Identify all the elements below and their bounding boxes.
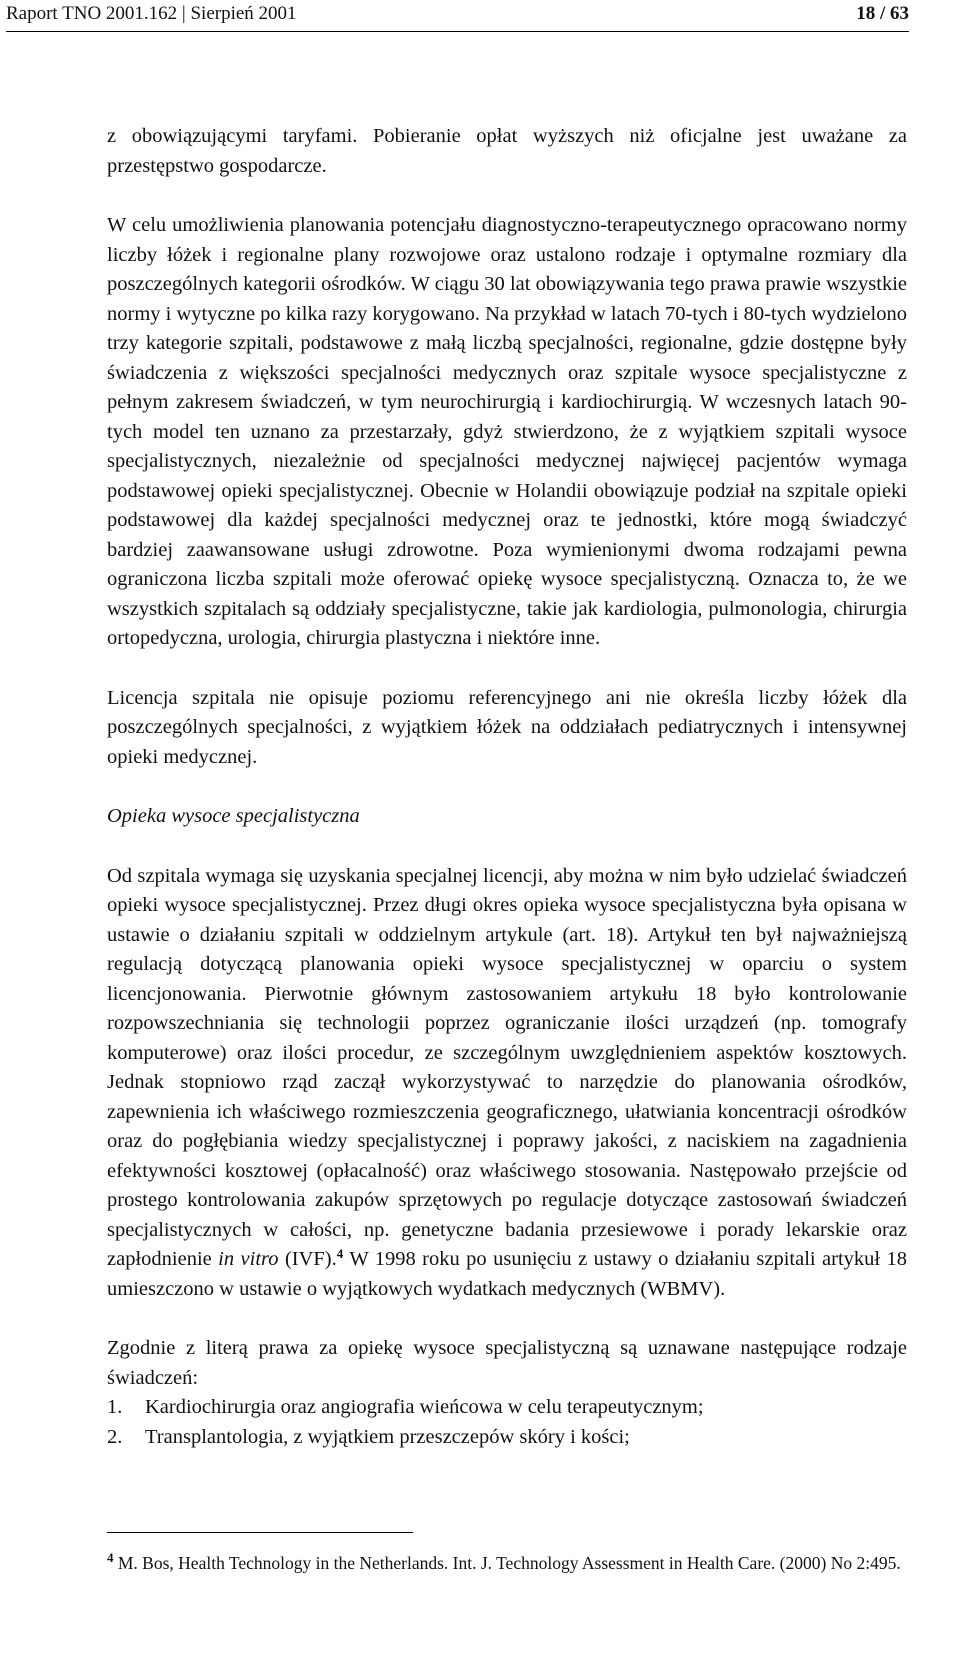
paragraph-5: Zgodnie z literą prawa za opiekę wysoce specjalistyczną są uznawane następujące rodzaje świadczeń: (107, 1337, 907, 1389)
list-text: Kardiochirurgia oraz angiografia wieńcowa w celu terapeutycznym; (145, 1396, 704, 1418)
section-subheading: Opieka wysoce specjalistyczna (107, 805, 360, 827)
list-number: 2. (107, 1425, 123, 1448)
header-divider (6, 31, 909, 32)
paragraph-4-text-a: Od szpitala wymaga się uzyskania specjalnej licencji, aby można w nim było udzielać świadczeń opieki wysoce specjalistycznej. Przez długi okres opieka wysoce specjalistyczna była opisana w ustawie o działaniu szpitali w oddzielnym artykule (art. 18). Artykuł ten był najważniejszą regulacją dotyczącą planowania opieki wysoce specjalistycznej w oparciu o system licencjonowania. Pierwotnie głównym zastosowaniem artykułu 18 było kontrolowanie rozpowszechniania się technologii poprzez ograniczanie ilości urządzeń (np. tomografy komputerowe) oraz ilości procedur, ze szczególnym uwzględnieniem aspektów kosztowych. Jednak stopniowo rząd zaczął wykorzystywać to narzędzie do planowania ośrodków, zapewnienia ich właściwego rozmieszczenia geograficznego, ułatwiania koncentracji ośrodków oraz do pogłębiania wiedzy specjalistycznej i poprawy jakości, z naciskiem na zagadnienia efektywności kosztowej (opłacalność) oraz właściwego stosowania. Następowało przejście od prostego kontrolowania zakupów sprzętowych po regulacje dotyczące zastosowań świadczeń specjalistycznych w całości, np. genetyczne badania przesiewowe i porady lekarskie oraz zapłodnienie (107, 864, 907, 1270)
report-info: Raport TNO 2001.162 | Sierpień 2001 (6, 3, 297, 24)
paragraph-4-text-c: W 1998 roku po usunięciu z ustawy o działaniu szpitali artykuł 18 umieszczono w ustawie o wyjątkowych wydatkach medycznych (WBMV). (107, 1248, 908, 1300)
footnote-reference[interactable]: 4 (336, 1246, 344, 1261)
footnote-divider (107, 1532, 413, 1533)
paragraph-4 (107, 862, 907, 1305)
paragraph-2: W celu umożliwienia planowania potencjału diagnostyczno-terapeutycznego opracowano normy liczby łóżek i regionalne plany rozwojowe oraz ustalono rodzaje i optymalne rozmiary dla poszczególnych kategorii ośrodków. W ciągu 30 lat obowiązywania tego prawa prawie wszystkie normy i wytyczne po kilka razy korygowano. Na przykład w latach 70-tych i 80-tych wydzielono trzy kategorie szpitali, podstawowe z małą liczbą specjalności, regionalne, gdzie dostępne były świadczenia z większości specjalności medycznych oraz szpitale wysoce specjalistyczne z pełnym zakresem świadczeń, w tym neurochirurgią i kardiochirurgią. W wczesnych latach 90-tych model ten uznano za przestarzały, gdyż stwierdzono, że z wyjątkiem szpitali wysoce specjalistycznych, niezależnie od specjalności medycznej najwięcej pacjentów wymaga podstawowej opieki specjalistycznej. Obecnie w Holandii obowiązuje podział na szpitale opieki podstawowej dla każdej specjalności medycznej oraz te jednostki, które mogą świadczyć bardziej zaawansowane usługi zdrowotne. Poza wymienionymi dwoma rodzajami pewna ograniczona liczba szpitali może oferować opiekę wysoce specjalistyczną. Oznacza to, że we wszystkich szpitalach są oddziały specjalistyczne, takie jak kardiologia, pulmonologia, chirurgia ortopedyczna, urologia, chirurgia plastyczna i niektóre inne. (107, 214, 907, 649)
list-number: 1. (107, 1396, 123, 1418)
services-list (107, 1393, 907, 1452)
in-vitro-italic: in vitro (218, 1248, 279, 1270)
list-text: Transplantologia, z wyjątkiem przeszczepów skóry i kości; (145, 1425, 630, 1448)
page-number: 18 / 63 (856, 3, 909, 24)
page-header (0, 0, 960, 42)
document-body (107, 122, 907, 1452)
paragraph-3: Licencja szpitala nie opisuje poziomu referencyjnego ani nie określa liczby łóżek dla poszczególnych specjalności, z wyjątkiem łóżek na oddziałach pediatrycznych i intensywnej opieki medycznej. (107, 686, 907, 768)
paragraph-4-text-b: (IVF). (278, 1248, 337, 1270)
paragraph-1: z obowiązującymi taryfami. Pobieranie opłat wyższych niż oficjalne jest uważane za przestępstwo gospodarcze. (107, 125, 907, 177)
footnote-text: M. Bos, Health Technology in the Netherlands. Int. J. Technology Assessment in Health Care. (2000) No 2:495. (113, 1553, 901, 1573)
footnote (107, 1550, 907, 1576)
list-item (107, 1423, 907, 1453)
list-item (107, 1393, 907, 1423)
footnote-marker: 4 (107, 1550, 114, 1565)
